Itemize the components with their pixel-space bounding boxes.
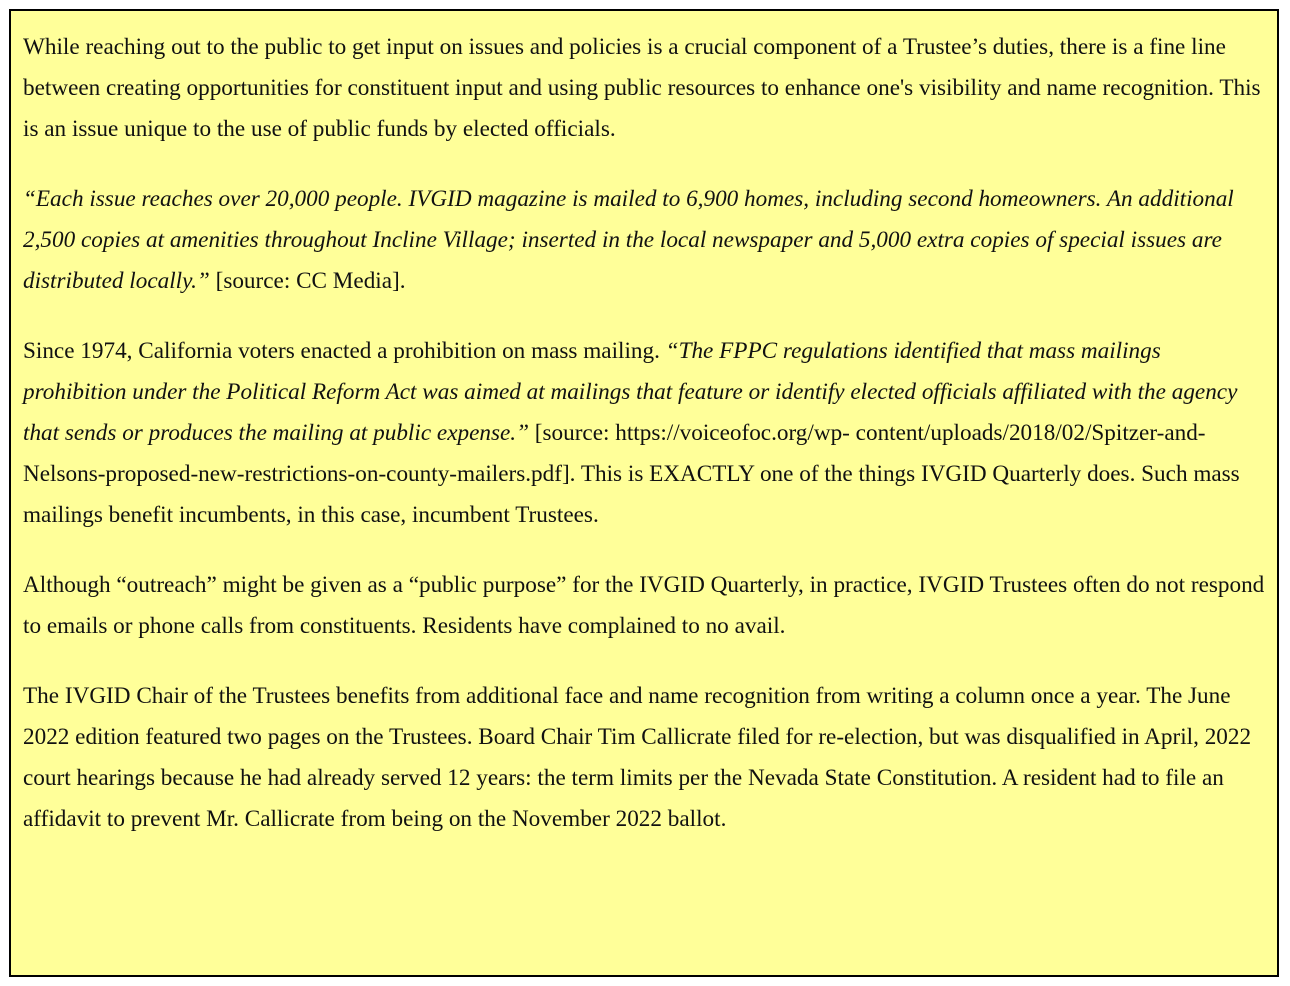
quote-fppc: “The FPPC regulations identified that mass mailings prohibition under the Political Reform Act was aimed at mailings that feature or identify elected officials affiliated with the agency that sends or produces the mailing at public expense.” [23,338,1238,446]
quote-cc-media: “Each issue reaches over 20,000 people. IVGID magazine is mailed to 6,900 homes, including second homeowners. An additional 2,500 copies at amenities throughout Incline Village; inserted in the local newspaper and 5,000 extra copies of special issues are distributed locally.” [23,186,1234,294]
source-voiceofoc: [source: https://voiceofoc.org/wp- content/uploads/2018/02/Spitzer-and-Nelsons-proposed-new-restrictions-on-county-mailers.pdf]. This is EXACTLY one of the things IVGID Quarterly does. Such mass mailings benefit incumbents, in this case, incumbent Trustees. [23,420,1240,528]
mass-mailing-lead: Since 1974, California voters enacted a prohibition on mass mailing. [23,338,666,364]
highlighted-text-box [9,9,1279,977]
paragraph-public-outreach: While reaching out to the public to get input on issues and policies is a crucial component of a Trustee’s duties, there is a fine line between creating opportunities for constituent input and using public resources to enhance one's visibility and name recognition. This is an issue unique to the use of public funds by elected officials. [23,34,1261,142]
paragraph-outreach-practice: Although “outreach” might be given as a “public purpose” for the IVGID Quarterly, in practice, IVGID Trustees often do not respond to emails or phone calls from constituents. Residents have complained to no avail. [23,572,1265,639]
paragraph-chair-recognition: The IVGID Chair of the Trustees benefits from additional face and name recognition from writing a column once a year. The June 2022 edition featured two pages on the Trustees. Board Chair Tim Callicrate filed for re-election, but was disqualified in April, 2022 court hearings because he had already served 12 years: the term limits per the Nevada State Constitution. A resident had to file an affidavit to prevent Mr. Callicrate from being on the November 2022 ballot. [23,683,1252,832]
paragraph-magazine-reach [23,179,1265,302]
source-cc-media: [source: CC Media]. [209,268,406,294]
paragraph-mass-mailing [23,331,1265,536]
